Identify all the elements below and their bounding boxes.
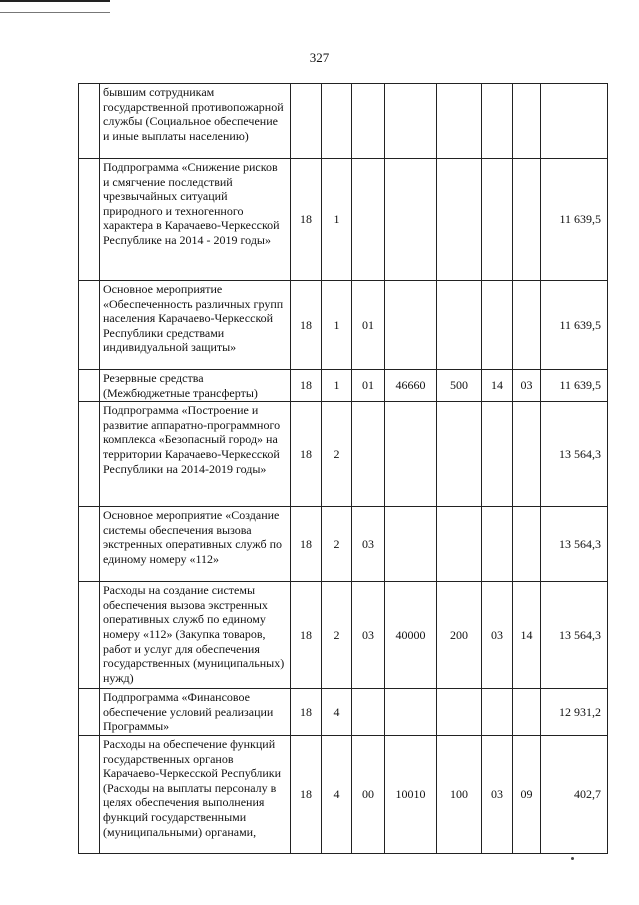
code-expense-type-cell bbox=[437, 689, 482, 736]
code-ministry-cell: 18 bbox=[291, 281, 322, 370]
code-event-cell: 01 bbox=[352, 370, 385, 402]
code-event-cell bbox=[352, 402, 385, 507]
table-row bbox=[79, 582, 608, 689]
scan-speck bbox=[571, 857, 574, 860]
row-name-cell: Расходы на обеспечение функций государственных органов Карачаево-Черкесской Республики (Расходы на выплаты персоналу в целях обеспечения выполнения функций государственными (муниципальными) органами, bbox=[100, 735, 291, 853]
code-ministry-cell: 18 bbox=[291, 735, 322, 853]
table-row bbox=[79, 689, 608, 736]
code-direction-cell bbox=[385, 159, 437, 281]
code-subsection-cell bbox=[513, 159, 541, 281]
code-subprogram-cell: 1 bbox=[322, 370, 352, 402]
code-event-cell: 03 bbox=[352, 582, 385, 689]
code-ministry-cell: 18 bbox=[291, 402, 322, 507]
code-event-cell: 03 bbox=[352, 507, 385, 582]
code-direction-cell bbox=[385, 507, 437, 582]
amount-cell: 402,7 bbox=[541, 735, 608, 853]
code-expense-type-cell bbox=[437, 507, 482, 582]
row-name-cell: Основное мероприятие «Обеспеченность различных групп населения Карачаево-Черкесской Республики средствами индивидуальной защиты» bbox=[100, 281, 291, 370]
code-subsection-cell bbox=[513, 507, 541, 582]
table-row bbox=[79, 370, 608, 402]
code-ministry-cell: 18 bbox=[291, 507, 322, 582]
code-section-cell bbox=[482, 159, 513, 281]
row-name-cell: Резервные средства (Межбюджетные трансферты) bbox=[100, 370, 291, 402]
code-subsection-cell bbox=[513, 84, 541, 159]
amount-cell: 12 931,2 bbox=[541, 689, 608, 736]
code-section-cell: 14 bbox=[482, 370, 513, 402]
code-direction-cell: 46660 bbox=[385, 370, 437, 402]
code-event-cell bbox=[352, 159, 385, 281]
row-number-cell bbox=[79, 582, 100, 689]
code-subsection-cell bbox=[513, 281, 541, 370]
table-row bbox=[79, 84, 608, 159]
code-subprogram-cell bbox=[322, 84, 352, 159]
code-subprogram-cell: 2 bbox=[322, 402, 352, 507]
code-ministry-cell: 18 bbox=[291, 582, 322, 689]
row-name-cell: Подпрограмма «Снижение рисков и смягчение последствий чрезвычайных ситуаций природного и техногенного характера в Карачаево-Черкесской Республике на 2014 - 2019 годы» bbox=[100, 159, 291, 281]
row-number-cell bbox=[79, 84, 100, 159]
code-ministry-cell bbox=[291, 84, 322, 159]
row-name-cell: Подпрограмма «Построение и развитие аппаратно-программного комплекса «Безопасный город» на территории Карачаево-Черкесской Республики на 2014-2019 годы» bbox=[100, 402, 291, 507]
code-section-cell bbox=[482, 689, 513, 736]
code-subprogram-cell: 1 bbox=[322, 281, 352, 370]
code-ministry-cell: 18 bbox=[291, 159, 322, 281]
page-edge-mark bbox=[0, 0, 110, 13]
code-section-cell bbox=[482, 402, 513, 507]
amount-cell: 11 639,5 bbox=[541, 370, 608, 402]
code-ministry-cell: 18 bbox=[291, 689, 322, 736]
row-number-cell bbox=[79, 402, 100, 507]
amount-cell: 11 639,5 bbox=[541, 281, 608, 370]
row-number-cell bbox=[79, 735, 100, 853]
amount-cell: 11 639,5 bbox=[541, 159, 608, 281]
code-expense-type-cell: 500 bbox=[437, 370, 482, 402]
code-expense-type-cell bbox=[437, 281, 482, 370]
code-subsection-cell: 09 bbox=[513, 735, 541, 853]
amount-cell: 13 564,3 bbox=[541, 402, 608, 507]
row-name-cell: Подпрограмма «Финансовое обеспечение условий реализации Программы» bbox=[100, 689, 291, 736]
code-expense-type-cell bbox=[437, 402, 482, 507]
row-number-cell bbox=[79, 281, 100, 370]
code-subprogram-cell: 1 bbox=[322, 159, 352, 281]
code-expense-type-cell bbox=[437, 159, 482, 281]
code-section-cell: 03 bbox=[482, 735, 513, 853]
budget-table bbox=[78, 83, 608, 854]
table-row bbox=[79, 735, 608, 853]
row-name-cell: Расходы на создание системы обеспечения вызова экстренных оперативных служб по единому номеру «112» (Закупка товаров, работ и услуг для обеспечения государственных (муниципальных) нужд) bbox=[100, 582, 291, 689]
code-subsection-cell: 03 bbox=[513, 370, 541, 402]
code-section-cell: 03 bbox=[482, 582, 513, 689]
code-direction-cell bbox=[385, 281, 437, 370]
row-number-cell bbox=[79, 159, 100, 281]
table-row bbox=[79, 402, 608, 507]
code-subsection-cell: 14 bbox=[513, 582, 541, 689]
code-subsection-cell bbox=[513, 402, 541, 507]
row-name-cell: Основное мероприятие «Создание системы обеспечения вызова экстренных оперативных служб по единому номеру «112» bbox=[100, 507, 291, 582]
code-direction-cell bbox=[385, 84, 437, 159]
code-subprogram-cell: 4 bbox=[322, 689, 352, 736]
code-event-cell bbox=[352, 84, 385, 159]
code-subprogram-cell: 2 bbox=[322, 507, 352, 582]
page-number: 327 bbox=[309, 50, 330, 65]
table-row bbox=[79, 281, 608, 370]
table-row bbox=[79, 507, 608, 582]
row-name-cell: бывшим сотрудникам государственной противопожарной службы (Социальное обеспечение и иные выплаты населению) bbox=[100, 84, 291, 159]
code-expense-type-cell bbox=[437, 84, 482, 159]
code-section-cell bbox=[482, 281, 513, 370]
code-subprogram-cell: 4 bbox=[322, 735, 352, 853]
code-event-cell: 00 bbox=[352, 735, 385, 853]
row-number-cell bbox=[79, 370, 100, 402]
amount-cell: 13 564,3 bbox=[541, 582, 608, 689]
code-subprogram-cell: 2 bbox=[322, 582, 352, 689]
amount-cell: 13 564,3 bbox=[541, 507, 608, 582]
code-direction-cell bbox=[385, 689, 437, 736]
amount-cell bbox=[541, 84, 608, 159]
table-body bbox=[79, 84, 608, 854]
code-expense-type-cell: 100 bbox=[437, 735, 482, 853]
code-expense-type-cell: 200 bbox=[437, 582, 482, 689]
code-ministry-cell: 18 bbox=[291, 370, 322, 402]
code-section-cell bbox=[482, 84, 513, 159]
code-event-cell bbox=[352, 689, 385, 736]
row-number-cell bbox=[79, 689, 100, 736]
code-section-cell bbox=[482, 507, 513, 582]
table-row bbox=[79, 159, 608, 281]
code-direction-cell: 40000 bbox=[385, 582, 437, 689]
code-direction-cell: 10010 bbox=[385, 735, 437, 853]
row-number-cell bbox=[79, 507, 100, 582]
code-subsection-cell bbox=[513, 689, 541, 736]
code-event-cell: 01 bbox=[352, 281, 385, 370]
code-direction-cell bbox=[385, 402, 437, 507]
